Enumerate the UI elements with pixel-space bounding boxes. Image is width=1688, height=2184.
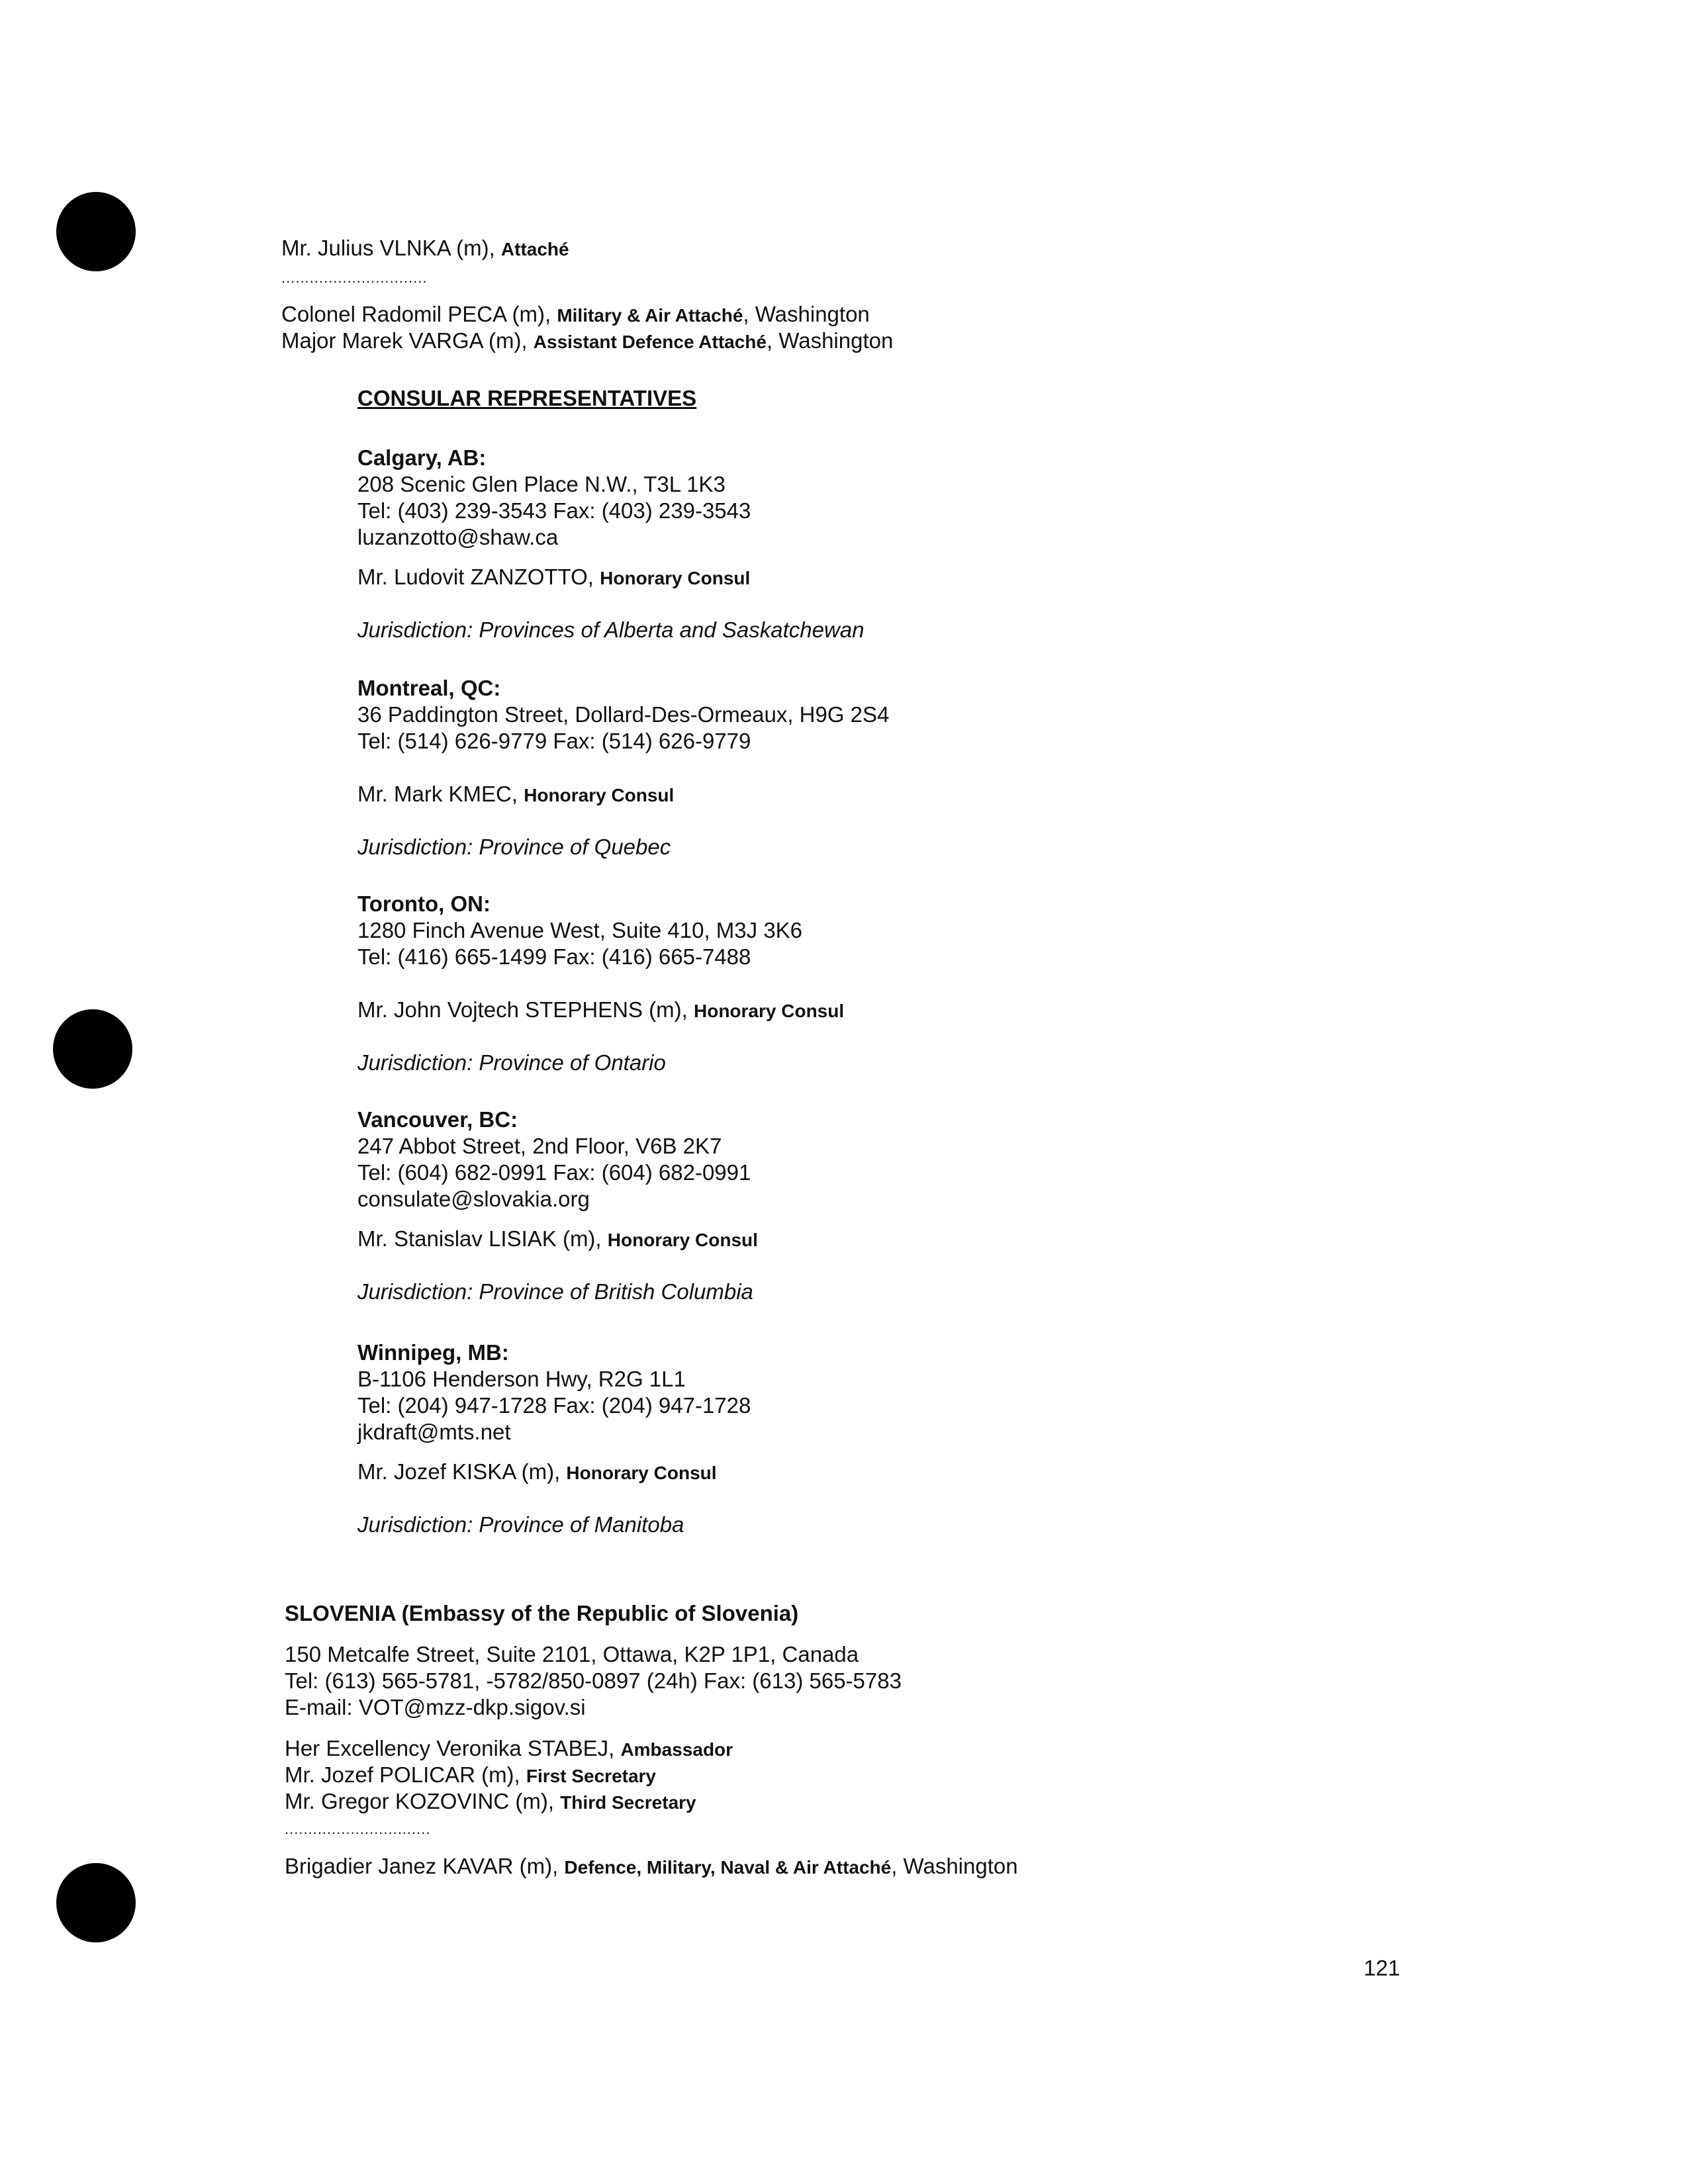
person-name: Mr. John Vojtech STEPHENS (m),	[357, 997, 694, 1022]
person-name: Major Marek VARGA (m),	[281, 328, 534, 353]
person-name: Mr. Jozef POLICAR (m),	[285, 1762, 526, 1787]
winnipeg-email: jkdraft@mts.net	[357, 1420, 511, 1444]
person-title: Third Secretary	[560, 1792, 696, 1813]
slovenia-attache	[285, 1853, 1018, 1881]
person-title: Defence, Military, Naval & Air Attaché	[564, 1857, 892, 1878]
slovenia-third-secretary	[285, 1788, 696, 1816]
person-name: Her Excellency Veronika STABEJ,	[285, 1736, 621, 1760]
person-title: Military & Air Attaché	[557, 305, 743, 326]
staff-line-peca	[281, 301, 870, 329]
person-title: Honorary Consul	[566, 1463, 717, 1483]
vancouver-jurisdiction: Jurisdiction: Province of British Columbia	[357, 1279, 753, 1304]
calgary-jurisdiction: Jurisdiction: Provinces of Alberta and Saskatchewan	[357, 617, 865, 642]
calgary-consul	[357, 564, 750, 592]
winnipeg-consul	[357, 1459, 717, 1486]
consular-heading: CONSULAR REPRESENTATIVES	[357, 386, 697, 410]
slovenia-first-secretary	[285, 1762, 656, 1790]
montreal-address: 36 Paddington Street, Dollard-Des-Ormeaux, H9G 2S4	[357, 702, 890, 727]
calgary-address: 208 Scenic Glen Place N.W., T3L 1K3	[357, 472, 726, 496]
montreal-city: Montreal, QC:	[357, 676, 501, 700]
winnipeg-jurisdiction: Jurisdiction: Province of Manitoba	[357, 1512, 684, 1537]
separator-dots: ...............................	[285, 1821, 431, 1837]
vancouver-email: consulate@slovakia.org	[357, 1187, 590, 1211]
montreal-consul	[357, 781, 674, 809]
winnipeg-tel: Tel: (204) 947-1728 Fax: (204) 947-1728	[357, 1393, 751, 1418]
toronto-city: Toronto, ON:	[357, 891, 491, 916]
calgary-email: luzanzotto@shaw.ca	[357, 525, 559, 549]
person-title: First Secretary	[526, 1766, 656, 1786]
person-title: Honorary Consul	[607, 1230, 758, 1250]
person-title: Honorary Consul	[694, 1001, 845, 1021]
slovenia-address: 150 Metcalfe Street, Suite 2101, Ottawa, K2P 1P1, Canada	[285, 1642, 859, 1666]
page-number: 121	[1364, 1956, 1401, 1980]
punch-hole-bottom	[56, 1863, 136, 1942]
person-title: Honorary Consul	[524, 785, 675, 805]
slovenia-email: E-mail: VOT@mzz-dkp.sigov.si	[285, 1695, 586, 1719]
person-name: Mr. Gregor KOZOVINC (m),	[285, 1789, 561, 1813]
winnipeg-city: Winnipeg, MB:	[357, 1340, 509, 1365]
winnipeg-address: B-1106 Henderson Hwy, R2G 1L1	[357, 1367, 686, 1391]
toronto-consul	[357, 997, 844, 1024]
person-location: , Washington	[891, 1854, 1018, 1878]
vancouver-tel: Tel: (604) 682-0991 Fax: (604) 682-0991	[357, 1160, 751, 1185]
montreal-jurisdiction: Jurisdiction: Province of Quebec	[357, 835, 671, 859]
staff-line-varga	[281, 328, 893, 355]
vancouver-consul	[357, 1226, 758, 1253]
staff-line-vlnka	[281, 235, 569, 263]
calgary-tel: Tel: (403) 239-3543 Fax: (403) 239-3543	[357, 498, 751, 523]
toronto-tel: Tel: (416) 665-1499 Fax: (416) 665-7488	[357, 944, 751, 969]
separator-dots: ...............................	[281, 269, 428, 286]
person-name: Mr. Mark KMEC,	[357, 782, 524, 806]
person-title: Attaché	[500, 239, 569, 259]
person-location: , Washington	[743, 302, 870, 326]
vancouver-city: Vancouver, BC:	[357, 1107, 518, 1132]
person-title: Assistant Defence Attaché	[533, 332, 767, 352]
toronto-address: 1280 Finch Avenue West, Suite 410, M3J 3K6	[357, 918, 803, 942]
slovenia-ambassador	[285, 1735, 733, 1763]
slovenia-heading: SLOVENIA (Embassy of the Republic of Slovenia)	[285, 1601, 799, 1625]
slovenia-tel: Tel: (613) 565-5781, -5782/850-0897 (24h) Fax: (613) 565-5783	[285, 1668, 902, 1693]
person-name: Mr. Julius VLNKA (m),	[281, 236, 501, 260]
person-name: Mr. Ludovit ZANZOTTO,	[357, 565, 600, 589]
vancouver-address: 247 Abbot Street, 2nd Floor, V6B 2K7	[357, 1134, 722, 1158]
calgary-city: Calgary, AB:	[357, 445, 487, 470]
person-name: Colonel Radomil PECA (m),	[281, 302, 557, 326]
person-name: Brigadier Janez KAVAR (m),	[285, 1854, 565, 1878]
person-name: Mr. Jozef KISKA (m),	[357, 1459, 567, 1484]
toronto-jurisdiction: Jurisdiction: Province of Ontario	[357, 1050, 666, 1075]
person-title: Honorary Consul	[600, 568, 751, 588]
person-name: Mr. Stanislav LISIAK (m),	[357, 1226, 608, 1251]
punch-hole-middle	[53, 1009, 132, 1089]
person-location: , Washington	[766, 328, 894, 353]
person-title: Ambassador	[620, 1739, 733, 1760]
montreal-tel: Tel: (514) 626-9779 Fax: (514) 626-9779	[357, 729, 751, 753]
punch-hole-top	[56, 192, 136, 271]
